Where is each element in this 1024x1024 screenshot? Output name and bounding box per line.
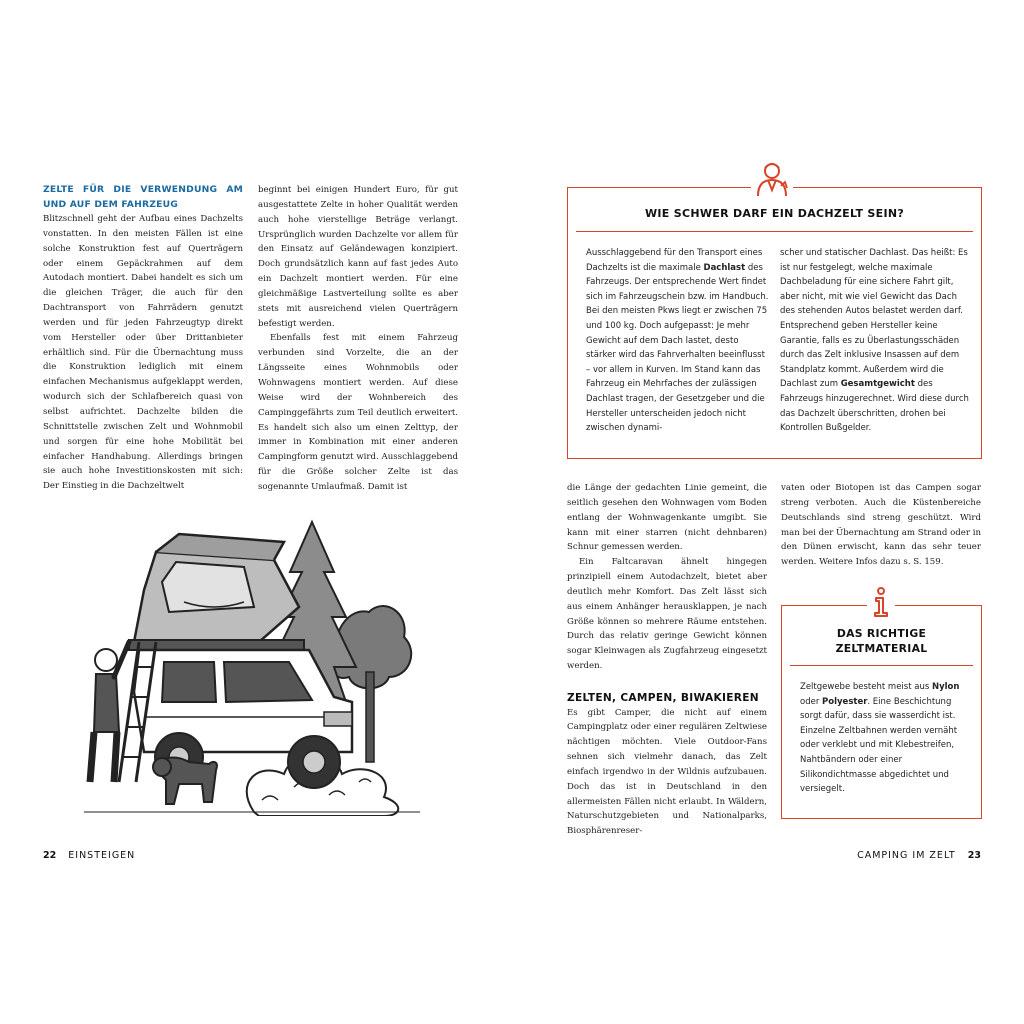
divider — [576, 231, 973, 232]
text: des Fahrzeugs hinzugerechnet. Wird diese durch das Dachzelt überschritten, drohen bei Kontrollen Bußgelder. — [780, 379, 969, 434]
page-number-left: 22 — [43, 850, 57, 861]
text: oder — [800, 696, 823, 707]
text: Ausschlaggebend für den Transport eines Dachzelts ist die maximale — [586, 248, 763, 273]
left-column-2 — [258, 183, 458, 495]
person-icon — [751, 158, 793, 200]
bold-term-nylon: Nylon — [931, 682, 960, 692]
divider — [790, 665, 973, 666]
text: . Eine Beschichtung sorgt dafür, dass sie wasserdicht ist. Einzelne Zeltbahnen werden vernäht oder verklebt und mit Klebestreifen, Nahtbändern oder einer Silikondichtmasse abgedichtet und versiegelt. — [800, 696, 958, 795]
box-text — [800, 680, 970, 797]
right-column-2 — [781, 481, 981, 570]
info-box-roof-tent-weight — [567, 187, 982, 459]
box-title: WIE SCHWER DARF EIN DACHZELT SEIN? — [644, 207, 905, 220]
running-head-left: EINSTEIGEN — [68, 850, 136, 861]
right-column-1 — [567, 481, 767, 839]
left-column-1 — [43, 183, 243, 494]
running-head-right: CAMPING IM ZELT — [857, 850, 956, 861]
paragraph: Ein Faltcaravan ähnelt hingegen prinzipiell einem Autodachzelt, bietet aber deutlich mehr Komfort. Das Zelt lässt sich aus einem Anhänger herausklappen, je nach Größe können so mehrere Räume entstehen. Durch das relativ geringe Gewicht können sogar Kleinwagen als Zugfahrzeug eingesetzt werden. — [567, 557, 767, 672]
right-footer — [857, 850, 981, 861]
car-with-roof-tent-illustration — [84, 512, 420, 816]
section-heading-vehicle-tents: ZELTE FÜR DIE VERWENDUNG AM UND AUF DEM FAHRZEUG — [43, 184, 243, 210]
page-number-right: 23 — [967, 850, 981, 861]
left-footer — [43, 850, 135, 861]
section-heading-camping: ZELTEN, CAMPEN, BIWAKIEREN — [567, 691, 759, 704]
text: Zeltgewebe besteht meist aus — [800, 682, 932, 692]
paragraph: Ebenfalls fest mit einem Fahrzeug verbunden sind Vorzelte, die an der Längsseite eines Wohnmobils oder Wohnwagens montiert werden. Auf diese Weise wird der Wohnbereich des Campinggefährts zum Teil deutlich erweitert. Es handelt sich also um einen Zelttyp, der immer in Kombination mit einer anderen Campingform genutzt wird. Ausschlaggebend für die Größe solcher Zelte ist das sogenannte Umlaufmaß. Damit ist — [258, 333, 458, 492]
box-title — [782, 627, 981, 656]
paragraph: Es gibt Camper, die nicht auf einem Campingplatz oder einer regulären Zeltwiese nächtigen möchten. Viele Outdoor-Fans sehnen sich vielmehr danach, das Zelt einfach irgendwo in der Wildnis aufzubauen. Doch das ist in Deutschland in den allermeisten Fällen nicht erlaubt. In Wäldern, Naturschutzgebieten und Nationalparks, Biosphärenreser- — [567, 707, 767, 837]
paragraph: vaten oder Biotopen ist das Campen sogar streng verboten. Auch die Küstenbereiche Deutschlands sind streng geschützt. Wird man bei der Übernachtung am Strand oder in den Dünen erwischt, kann das sehr teuer werden. Weitere Infos dazu s. S. 159. — [781, 483, 981, 568]
box-column-right — [780, 246, 970, 436]
bold-term-polyester: Polyester — [822, 696, 868, 707]
paragraph: beginnt bei einigen Hundert Euro, für gut ausgestattete Zelte in hoher Qualität werden auch hohe vierstellige Beträge verlangt. Ursprünglich wurden Dachzelte vor allem für den Einsatz auf Geländewagen konzipiert. Doch grundsätzlich kann auf fast jedes Auto ein Dachzelt montiert werden. Für eine gleichmäßige Lastverteilung sollte es aber stets mit ausreichend vielen Querträgern befestigt werden. — [258, 185, 458, 329]
bold-term-roof-load: Dachlast — [703, 262, 746, 273]
text: scher und statischer Dachlast. Das heißt: Es ist nur festgelegt, welche maximale Dachbeladung für eine sichere Fahrt gilt, aber nicht, mit wie viel Gewicht das Dach des stehenden Autos belastet werden darf. Entsprechend geben Hersteller keine Garantie, falls es zu Überlastungsschäden durch das Zelt inklusive Insassen auf dem Standplatz kommt. Außerdem wird die Dachlast zum — [780, 248, 968, 390]
text: des Fahrzeugs. Der entsprechende Wert findet sich im Fahrzeugschein bzw. im Handbuch. Bei den meisten Pkws liegt er zwischen 75 und 100 kg. Doch aufgepasst: Je mehr Gewicht auf dem Dach lastet, desto stärker wird das Fahrverhalten beeinflusst – vor allem in Kurven. Im Stand kann das Fahrzeug ein Mehrfaches der zulässigen Dachlast tragen, der Gesetzgeber und die Hersteller unterscheiden jedoch nicht zwischen dynami- — [586, 262, 769, 434]
paragraph: die Länge der gedachten Linie gemeint, die seitlich gesehen den Wohnwagen vom Boden entlang der Wohnwagenkante umgibt. Sie kann mit einer starren (nicht dehnbaren) Schnur gemessen werden. — [567, 483, 767, 553]
box-column-left — [586, 246, 770, 436]
box-title-line: DAS RICHTIGE — [836, 627, 927, 640]
info-box-tent-material — [781, 605, 982, 819]
paragraph: Blitzschnell geht der Aufbau eines Dachzelts vonstatten. In den meisten Fällen ist eine solche Konstruktion fest auf Querträgern oder einem Gepäckrahmen auf dem Autodach montiert. Dabei handelt es sich um die gleichen Träger, die auch für den Dachtransport von Fahrrädern genutzt werden und für jeden Fahrzeugtyp direkt vom Hersteller oder über Drittanbieter erhältlich sind. Für die Übernachtung muss die Konstruktion lediglich mit einem einfachen Mechanismus aufgeklappt werden, wodurch sich der Schlafbereich quasi von selbst aufrichtet. Dachzelte bilden die Schnittstelle zwischen Zelt und Wohnmobil und sorgen für eine hohe Mobilität bei einfacher Handhabung. Allerdings bringen sie auch hohe Investitionskosten mit sich: Der Einstieg in die Dachzeltwelt — [43, 214, 243, 492]
info-icon — [867, 586, 895, 618]
box-title-line: ZELTMATERIAL — [835, 641, 928, 655]
bold-term-total-weight: Gesamtgewicht — [840, 379, 915, 390]
